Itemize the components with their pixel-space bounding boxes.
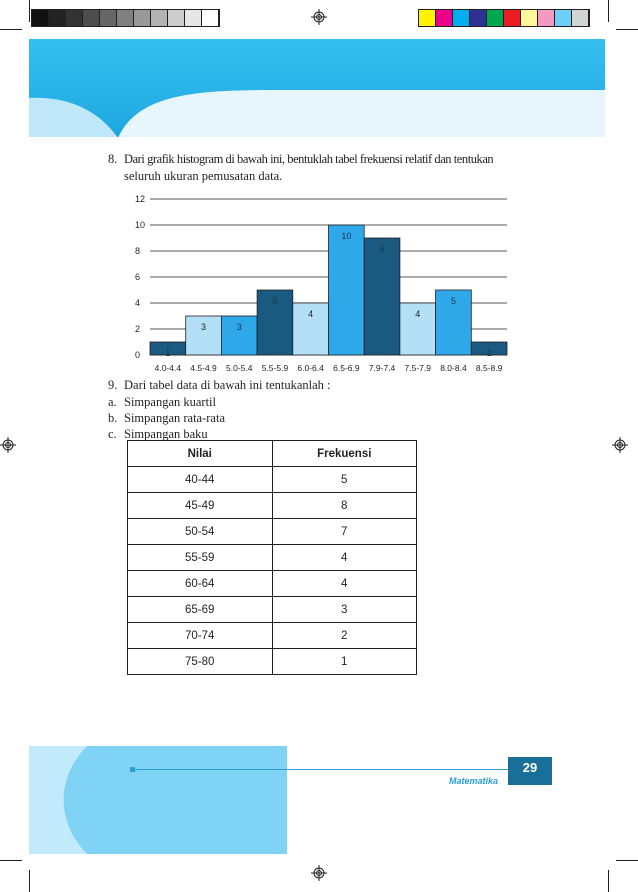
bar-value-label: 3 — [236, 322, 242, 332]
cell-nilai: 45-49 — [128, 493, 273, 519]
histogram-bar — [329, 225, 365, 355]
cell-frekuensi: 1 — [272, 649, 417, 675]
cell-frekuensi: 4 — [272, 571, 417, 597]
footer-rule — [134, 769, 508, 770]
bar-value-label: 3 — [201, 322, 207, 332]
crop-mark-bottom-right-v — [608, 870, 609, 892]
question-8-line-2: seluruh ukuran pemusatan data. — [124, 169, 283, 183]
histogram-chart — [125, 188, 515, 378]
list-item-text: Simpangan kuartil — [124, 395, 216, 409]
crop-mark-top-right-h — [616, 29, 638, 30]
y-tick-label: 10 — [135, 220, 146, 230]
y-tick-label: 2 — [135, 324, 141, 334]
cell-nilai: 50-54 — [128, 519, 273, 545]
bar-value-label: 5 — [450, 296, 456, 306]
cell-frekuensi: 8 — [272, 493, 417, 519]
bar-value-label: 4 — [415, 309, 421, 319]
x-tick-label: 7.5-7.9 — [404, 363, 431, 373]
x-tick-label: 7.9-7.4 — [368, 363, 396, 373]
x-tick-label: 5.5-5.9 — [261, 363, 289, 373]
crop-mark-bottom-left-h — [0, 860, 22, 861]
crop-mark-top-left-v — [29, 0, 30, 22]
x-tick-label: 8.0-8.4 — [440, 363, 467, 373]
page-number: 29 — [522, 760, 538, 775]
table-row — [128, 493, 417, 519]
bar-value-label: 1 — [165, 348, 171, 358]
list-item-marker: b. — [108, 411, 118, 425]
bar-value-label: 1 — [486, 348, 492, 358]
footer-band — [28, 745, 288, 855]
list-item-text: Simpangan rata-rata — [124, 411, 225, 425]
table-row — [128, 519, 417, 545]
question-8-number: 8. — [108, 152, 118, 166]
table-row — [128, 597, 417, 623]
registration-mark-top — [311, 9, 327, 25]
question-8-line-1: Dari grafik histogram di bawah ini, bentuklah tabel frekuensi relatif dan tentukan — [124, 152, 494, 166]
x-tick-label: 8.5-8.9 — [475, 363, 503, 373]
cell-nilai: 65-69 — [128, 597, 273, 623]
bar-value-label: 10 — [341, 231, 352, 241]
cmyk-color-bar — [418, 9, 590, 27]
list-item-marker: a. — [108, 395, 117, 409]
bar-value-label: 5 — [272, 296, 278, 306]
cell-nilai: 70-74 — [128, 623, 273, 649]
x-tick-label: 6.0-6.4 — [297, 363, 324, 373]
crop-mark-bottom-right-h — [616, 860, 638, 861]
registration-mark-right — [612, 437, 628, 453]
cell-frekuensi: 2 — [272, 623, 417, 649]
list-item-marker: c. — [108, 427, 117, 441]
crop-mark-top-left-h — [0, 29, 22, 30]
x-tick-label: 6.5-6.9 — [333, 363, 360, 373]
y-tick-label: 0 — [135, 350, 141, 360]
bar-value-label: 4 — [308, 309, 314, 319]
column-header-nilai: Nilai — [128, 441, 273, 467]
y-tick-label: 8 — [135, 246, 141, 256]
crop-mark-bottom-left-v — [29, 870, 30, 892]
table-row — [128, 545, 417, 571]
table-header-row — [128, 441, 417, 467]
x-tick-label: 5.0-5.4 — [226, 363, 253, 373]
footer-subject: Matematika — [449, 776, 499, 786]
cell-nilai: 75-80 — [128, 649, 273, 675]
crop-mark-top-right-v — [608, 0, 609, 22]
column-header-frekuensi: Frekuensi — [272, 441, 417, 467]
cell-nilai: 55-59 — [128, 545, 273, 571]
y-tick-label: 6 — [135, 272, 141, 282]
question-9-number: 9. — [108, 378, 118, 392]
cell-nilai: 40-44 — [128, 467, 273, 493]
header-band — [28, 38, 606, 138]
y-tick-label: 12 — [135, 194, 146, 204]
table-row — [128, 571, 417, 597]
table-row — [128, 467, 417, 493]
table-row — [128, 623, 417, 649]
cell-frekuensi: 5 — [272, 467, 417, 493]
cell-frekuensi: 7 — [272, 519, 417, 545]
y-tick-label: 4 — [135, 298, 141, 308]
cell-nilai: 60-64 — [128, 571, 273, 597]
cell-frekuensi: 4 — [272, 545, 417, 571]
histogram-bar — [364, 238, 400, 355]
grayscale-color-bar — [31, 9, 220, 27]
list-item-text: Simpangan baku — [124, 427, 208, 441]
cell-frekuensi: 3 — [272, 597, 417, 623]
table-row — [128, 649, 417, 675]
registration-mark-bottom — [311, 865, 327, 881]
frequency-table — [127, 440, 417, 675]
bar-value-label: 9 — [379, 244, 385, 254]
registration-mark-left — [0, 437, 16, 453]
question-9-text: Dari tabel data di bawah ini tentukanlah : — [124, 378, 331, 392]
x-tick-label: 4.5-4.9 — [190, 363, 217, 373]
x-tick-label: 4.0-4.4 — [154, 363, 182, 373]
